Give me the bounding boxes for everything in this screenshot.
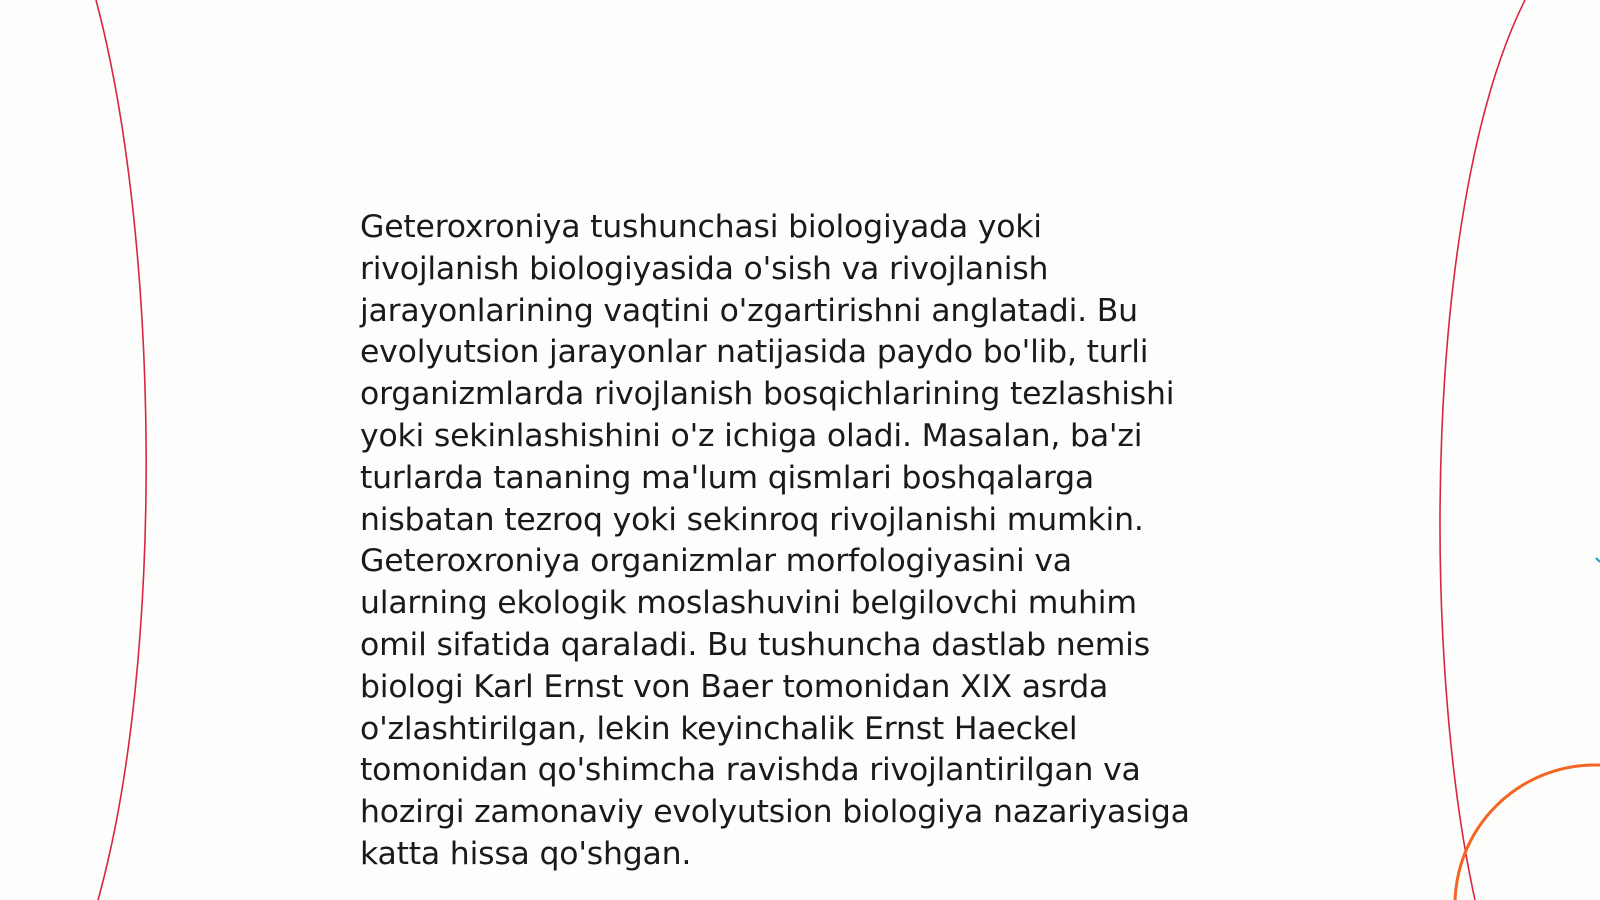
body-text-line: nisbatan tezroq yoki sekinroq rivojlanishi mumkin. bbox=[360, 501, 1144, 538]
body-text-line: ularning ekologik moslashuvini belgilovchi muhim bbox=[360, 585, 1137, 622]
body-text-line: biologi Karl Ernst von Baer tomonidan XIX asrda bbox=[360, 668, 1109, 705]
body-text-line: jarayonlarining vaqtini o'zgartirishni anglatadi. Bu bbox=[360, 292, 1138, 329]
body-text-line: omil sifatida qaraladi. Bu tushuncha dastlab nemis bbox=[360, 626, 1150, 663]
body-text-line: tomonidan qo'shimcha ravishda rivojlantirilgan va bbox=[360, 752, 1141, 789]
left-red-curve bbox=[96, 0, 146, 900]
body-text-line: hozirgi zamonaviy evolyutsion biologiya nazariyasiga bbox=[360, 794, 1190, 831]
body-text-line: evolyutsion jarayonlar natijasida paydo bo'lib, turli bbox=[360, 334, 1149, 371]
body-text-line: organizmlarda rivojlanish bosqichlarining tezlashishi bbox=[360, 376, 1175, 413]
orange-arc bbox=[1455, 765, 1600, 900]
right-red-curve bbox=[1440, 0, 1525, 900]
body-text-line: katta hissa qo'shgan. bbox=[360, 835, 692, 872]
body-text-line: Geteroxroniya organizmlar morfologiyasini va bbox=[360, 543, 1072, 580]
body-text-line: o'zlashtirilgan, lekin keyinchalik Ernst Haeckel bbox=[360, 710, 1078, 747]
body-text-line: rivojlanish biologiyasida o'sish va rivojlanish bbox=[360, 250, 1049, 287]
teal-accent-mark bbox=[1596, 558, 1600, 562]
body-text bbox=[360, 207, 1240, 876]
body-text-line: yoki sekinlashishini o'z ichiga oladi. Masalan, ba'zi bbox=[360, 417, 1143, 454]
body-text-line: Geteroxroniya tushunchasi biologiyada yoki bbox=[360, 209, 1042, 245]
body-text-line: turlarda tananing ma'lum qismlari boshqalarga bbox=[360, 459, 1095, 496]
